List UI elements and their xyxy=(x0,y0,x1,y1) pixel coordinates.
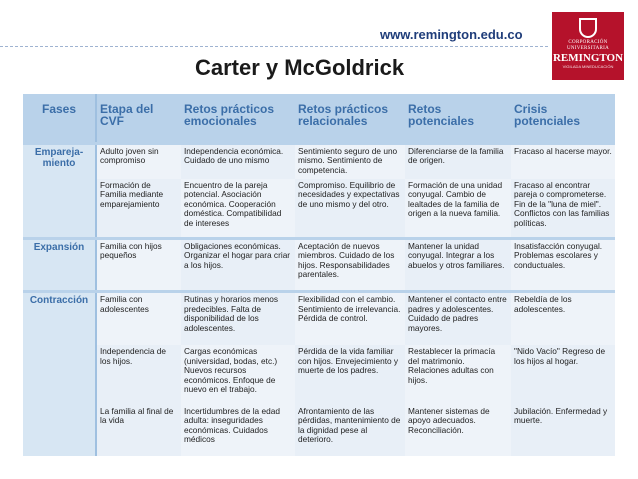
logo-line3: VIGILADA MINEDUCACIÓN xyxy=(562,64,614,69)
university-logo xyxy=(552,12,624,80)
cell: Afrontamiento de las pérdidas, mantenimiento de la dignidad pese al deterioro. xyxy=(295,405,405,456)
cell: Formación de una unidad conyugal. Cambio de lealtades de la familia de origen a la nueva familia. xyxy=(405,179,511,239)
cell: Flexibilidad con el cambio. Sentimiento de irrelevancia. Pérdida de control. xyxy=(295,292,405,345)
header-etapa: Etapa del CVF xyxy=(96,94,181,143)
cell: La familia al final de la vida xyxy=(96,405,181,456)
cell: "Nido Vacío" Regreso de los hijos al hogar. xyxy=(511,345,615,405)
cell: Formación de Familia mediante emparejamiento xyxy=(96,179,181,239)
cell: Mantener la unidad conyugal. Integrar a los abuelos y otros familiares. xyxy=(405,238,511,291)
cell: Adulto joven sin compromiso xyxy=(96,143,181,178)
website-url[interactable]: www.remington.edu.co xyxy=(380,27,523,42)
header-crisis-potenciales: Crisis potenciales xyxy=(511,94,615,143)
header-retos-emocionales: Retos prácticos emocionales xyxy=(181,94,295,143)
phase-contraccion: Contracción xyxy=(23,292,96,456)
header-retos-relacionales: Retos prácticos relacionales xyxy=(295,94,405,143)
cell: Mantener el contacto entre padres y adolescentes. Cuidado de padres mayores. xyxy=(405,292,511,345)
table-row xyxy=(23,405,615,456)
family-life-cycle-table xyxy=(23,94,615,456)
header-divider xyxy=(0,46,548,47)
cell: Fracaso al encontrar pareja o comprometerse. Fin de la "luna de miel". Conflictos con las familias políticas. xyxy=(511,179,615,239)
cell: Mantener sistemas de apoyo adecuados. Reconciliación. xyxy=(405,405,511,456)
cell: Aceptación de nuevos miembros. Cuidado de los hijos. Responsabilidades parentales. xyxy=(295,238,405,291)
cell: Cargas económicas (universidad, bodas, etc.) Nuevos recursos económicos. Enfoque de nuevo en el trabajo. xyxy=(181,345,295,405)
cell: Familia con hijos pequeños xyxy=(96,238,181,291)
table-row xyxy=(23,179,615,239)
table-row xyxy=(23,143,615,178)
cell: Rutinas y horarios menos predecibles. Falta de disponibilidad de los adolescentes. xyxy=(181,292,295,345)
shield-icon xyxy=(579,18,597,38)
cell: Obligaciones económicas. Organizar el hogar para criar a los hijos. xyxy=(181,238,295,291)
cell: Compromiso. Equilibrio de necesidades y expectativas de uno mismo y del otro. xyxy=(295,179,405,239)
table-row xyxy=(23,292,615,345)
table-row xyxy=(23,238,615,291)
phase-emparejamiento: Empareja-miento xyxy=(23,143,96,238)
cell: Pérdida de la vida familiar con hijos. Envejecimiento y muerte de los padres. xyxy=(295,345,405,405)
slide-title: Carter y McGoldrick xyxy=(195,55,405,80)
header-row xyxy=(23,94,615,143)
cell: Sentimiento seguro de uno mismo. Sentimiento de competencia. xyxy=(295,143,405,178)
cell: Insatisfacción conyugal. Problemas escolares y conductuales. xyxy=(511,238,615,291)
logo-line1: CORPORACIÓN UNIVERSITARIA xyxy=(566,40,610,51)
header-fases: Fases xyxy=(23,94,96,143)
phase-expansion: Expansión xyxy=(23,238,96,291)
logo-line2: REMINGTON xyxy=(552,52,624,64)
cell: Rebeldía de los adolescentes. xyxy=(511,292,615,345)
table-row xyxy=(23,345,615,405)
cell: Diferenciarse de la familia de origen. xyxy=(405,143,511,178)
cell: Fracaso al hacerse mayor. xyxy=(511,143,615,178)
cell: Encuentro de la pareja potencial. Asociación económica. Cooperación doméstica. Compatibilidad de intereses xyxy=(181,179,295,239)
cell: Restablecer la primacía del matrimonio. Relaciones adultas con hijos. xyxy=(405,345,511,405)
cell: Incertidumbres de la edad adulta: inseguridades económicas. Cuidados médicos xyxy=(181,405,295,456)
cell: Jubilación. Enfermedad y muerte. xyxy=(511,405,615,456)
cell: Independencia de los hijos. xyxy=(96,345,181,405)
cell: Familia con adolescentes xyxy=(96,292,181,345)
cell: Independencia económica. Cuidado de uno mismo xyxy=(181,143,295,178)
header-retos-potenciales: Retos potenciales xyxy=(405,94,511,143)
